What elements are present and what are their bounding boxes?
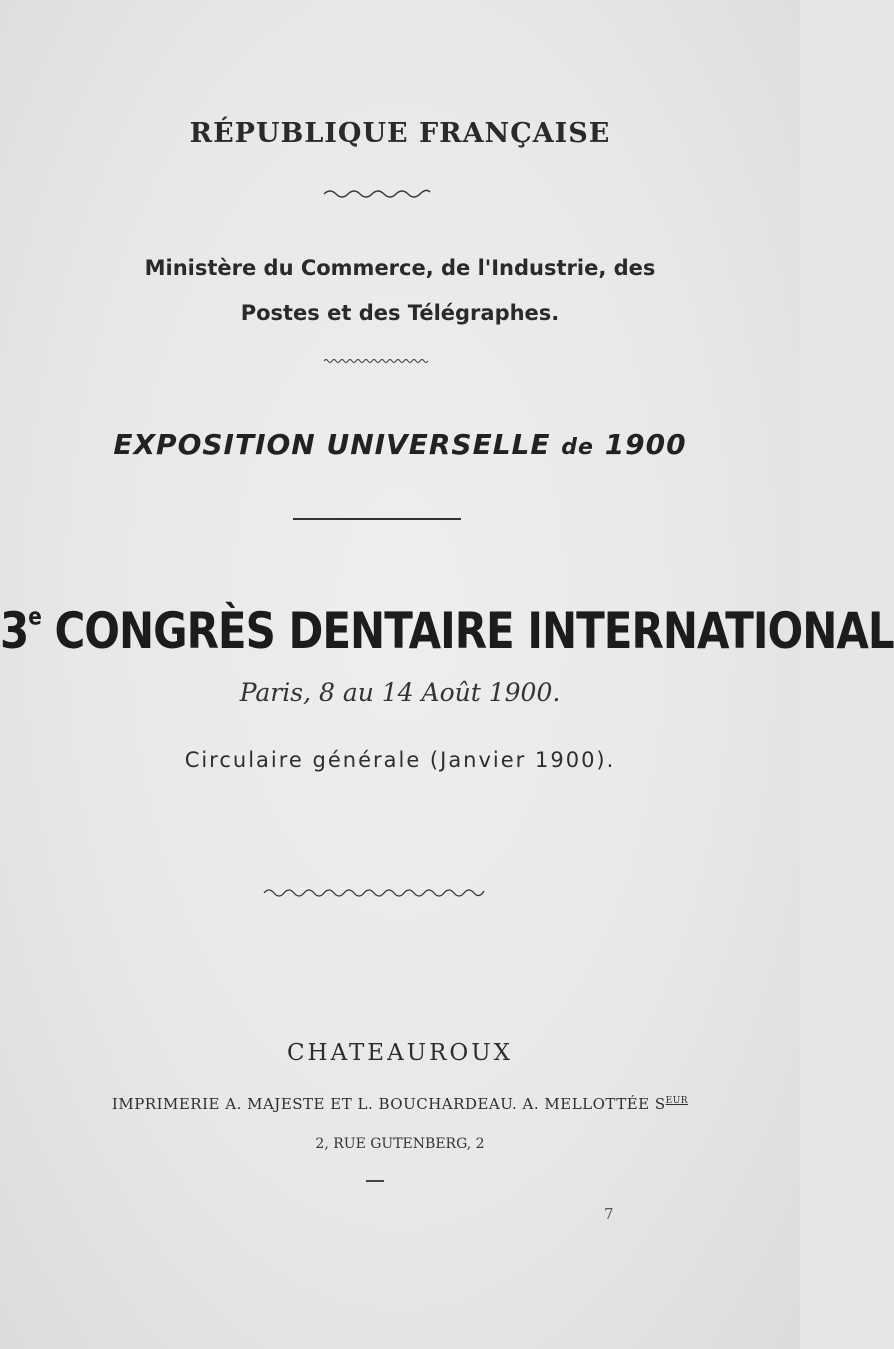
rule-divider: [293, 518, 461, 520]
wave-ornament-bottom: [262, 884, 488, 900]
wave-ornament-middle: [322, 356, 432, 366]
circulaire-line: Circulaire générale (Janvier 1900).: [184, 748, 616, 772]
congres-ordinal-suffix: e: [28, 602, 41, 631]
congres-number: 3: [0, 602, 29, 660]
ministry-line-2: Postes et des Télégraphes.: [240, 301, 560, 325]
printer-address: 2, RUE GUTENBERG, 2: [315, 1136, 485, 1152]
page-number: 7: [604, 1205, 614, 1223]
printer-suffix: EUR: [665, 1096, 689, 1106]
congres-dates: Paris, 8 au 14 Août 1900.: [239, 678, 561, 707]
ministry-block: [0, 246, 800, 336]
congres-title: [0, 602, 894, 660]
republique-heading: RÉPUBLIQUE FRANÇAISE: [189, 118, 611, 149]
exposition-year: 1900: [604, 428, 687, 461]
ministry-line-1: Ministère du Commerce, de l'Industrie, des: [144, 256, 656, 280]
printer-line: [0, 1095, 800, 1113]
congres-name: CONGRÈS DENTAIRE INTERNATIONAL: [54, 602, 894, 660]
exposition-title: EXPOSITION UNIVERSELLE: [113, 428, 551, 461]
city-heading: CHATEAUROUX: [286, 1040, 514, 1066]
wave-ornament-top: [322, 186, 432, 200]
printer-name: IMPRIMERIE A. MAJESTE ET L. BOUCHARDEAU. A. MELLOTTÉE S: [111, 1095, 666, 1113]
exposition-heading: [0, 428, 800, 461]
exposition-de: de: [561, 435, 594, 460]
short-rule: [366, 1180, 384, 1182]
